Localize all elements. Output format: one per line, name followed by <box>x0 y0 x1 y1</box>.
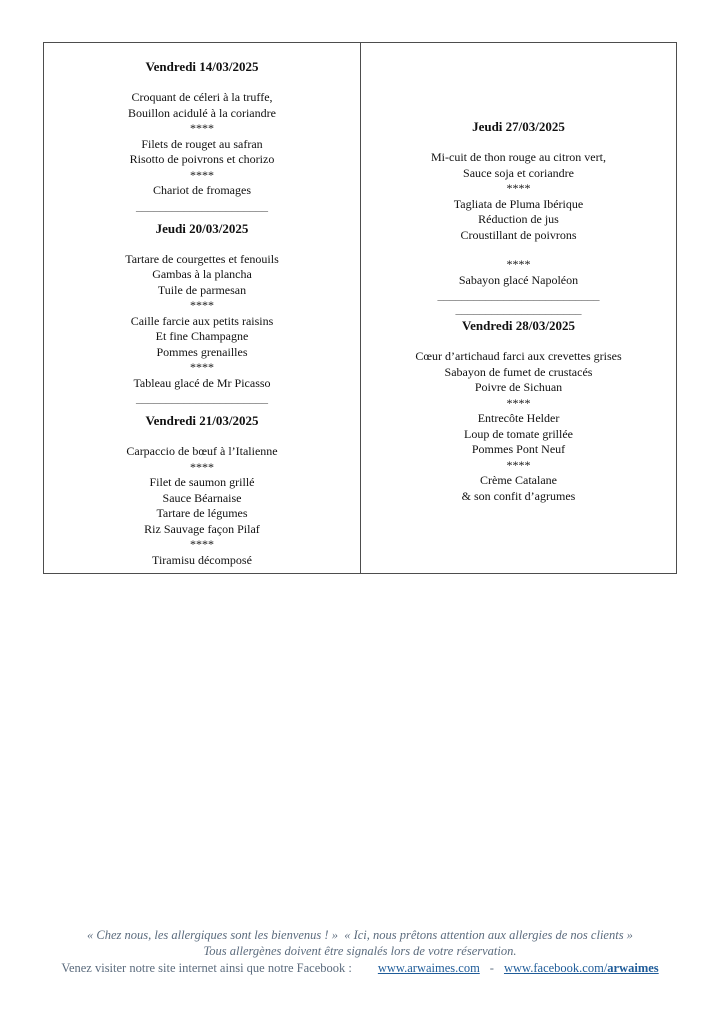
menu-section-vendredi-21 <box>44 413 360 568</box>
menu-item-line: Sabayon glacé Napoléon <box>458 272 579 287</box>
menu-item-line: Riz Sauvage façon Pilaf <box>144 521 260 536</box>
menu-item-line: Caille farcie aux petits raisins <box>130 313 274 328</box>
menu-item-line: Loup de tomate grillée <box>464 426 573 441</box>
menu-column-right <box>360 43 676 573</box>
footer <box>0 928 720 976</box>
stars-divider: **** <box>190 360 214 374</box>
allergen-notice-line: Tous allergènes doivent être signalés lors de votre réservation. <box>203 943 517 958</box>
menu-item-line: Sauce Béarnaise <box>162 490 242 505</box>
menu-section-jeudi-20 <box>44 221 360 392</box>
menu-item-line: Gambas à la plancha <box>152 267 252 281</box>
menu-item-line: Risotto de poivrons et chorizo <box>129 152 275 166</box>
menu-item-line: Filets de rouget au safran <box>141 136 263 151</box>
menu-item-line: Tiramisu décomposé <box>152 552 252 567</box>
menu-item-line: Tableau glacé de Mr Picasso <box>133 375 271 390</box>
menu-section-vendredi-28 <box>361 318 676 504</box>
menu-item-line: Cœur d’artichaud farci aux crevettes grises <box>415 349 622 363</box>
stars-divider: **** <box>506 457 531 472</box>
menu-item-line: Entrecôte Helder <box>477 411 560 425</box>
menu-item-line: Croquant de céleri à la truffe, <box>131 90 273 104</box>
allergy-quote-line: « Chez nous, les allergiques sont les bienvenus ! » « Ici, nous prêtons attention aux allergies de nos clients » <box>87 928 633 942</box>
menu-item-line: Croustillant de poivrons <box>460 227 577 242</box>
stars-divider: **** <box>190 459 214 474</box>
menu-item-line: & son confit d’agrumes <box>461 488 576 503</box>
stars-divider: **** <box>190 121 214 135</box>
menu-date-heading: Vendredi 21/03/2025 <box>145 413 259 428</box>
separator-line: ______________________ <box>136 393 268 405</box>
menu-item-line: Réduction de jus <box>478 212 559 226</box>
stars-divider: **** <box>190 167 214 182</box>
separator-line: _____________________ <box>455 304 582 316</box>
menu-item-line: Carpaccio de bœuf à l’Italienne <box>126 444 278 458</box>
visit-line-text: Venez visiter notre site internet ainsi que notre Facebook : <box>61 961 352 975</box>
menu-item-line: Tagliata de Pluma Ibérique <box>453 196 584 211</box>
menu-item-line: Chariot de fromages <box>153 183 251 197</box>
menu-item-line: Tartare de légumes <box>156 506 248 520</box>
facebook-url-link[interactable]: www.facebook.com/arwaimes <box>503 961 659 975</box>
menu-section-vendredi-14 <box>44 59 360 199</box>
separator-line: ___________________________ <box>437 290 600 302</box>
menu-item-line: Filet de saumon grillé <box>149 475 255 489</box>
menu-item-line: Tuile de parmesan <box>157 282 247 297</box>
menu-date-heading: Vendredi 28/03/2025 <box>461 318 576 333</box>
menu-section-jeudi-27 <box>361 119 676 288</box>
menu-item-line: Pommes grenailles <box>156 344 248 359</box>
menu-item-line: Bouillon acidulé à la coriandre <box>128 105 276 120</box>
menu-date-heading: Jeudi 27/03/2025 <box>472 119 565 134</box>
menu-item-line: Sauce soja et coriandre <box>463 165 574 180</box>
menu-item-line: Et fine Champagne <box>155 329 249 343</box>
menu-item-line: Crème Catalane <box>480 473 557 487</box>
menu-table <box>43 42 677 574</box>
menu-item-line: Pommes Pont Neuf <box>471 442 566 456</box>
separator-line: ______________________ <box>136 200 268 213</box>
visit-line <box>0 960 720 976</box>
menu-item-line: Mi-cuit de thon rouge au citron vert, <box>431 150 606 164</box>
site-url-link[interactable]: www.arwaimes.com <box>377 961 480 975</box>
menu-item-line: Poivre de Sichuan <box>474 380 563 394</box>
menu-column-left <box>44 43 360 573</box>
stars-divider: **** <box>506 257 531 271</box>
stars-divider: **** <box>190 537 214 551</box>
stars-divider: **** <box>506 395 531 410</box>
menu-date-heading: Jeudi 20/03/2025 <box>155 220 249 236</box>
menu-date-heading: Vendredi 14/03/2025 <box>145 59 259 74</box>
menu-item-line: Tartare de courgettes et fenouils <box>125 251 279 266</box>
link-dash: - <box>489 961 494 975</box>
menu-item-line: Sabayon de fumet de crustacés <box>444 364 593 379</box>
stars-divider: **** <box>506 181 531 195</box>
stars-divider: **** <box>190 298 214 312</box>
